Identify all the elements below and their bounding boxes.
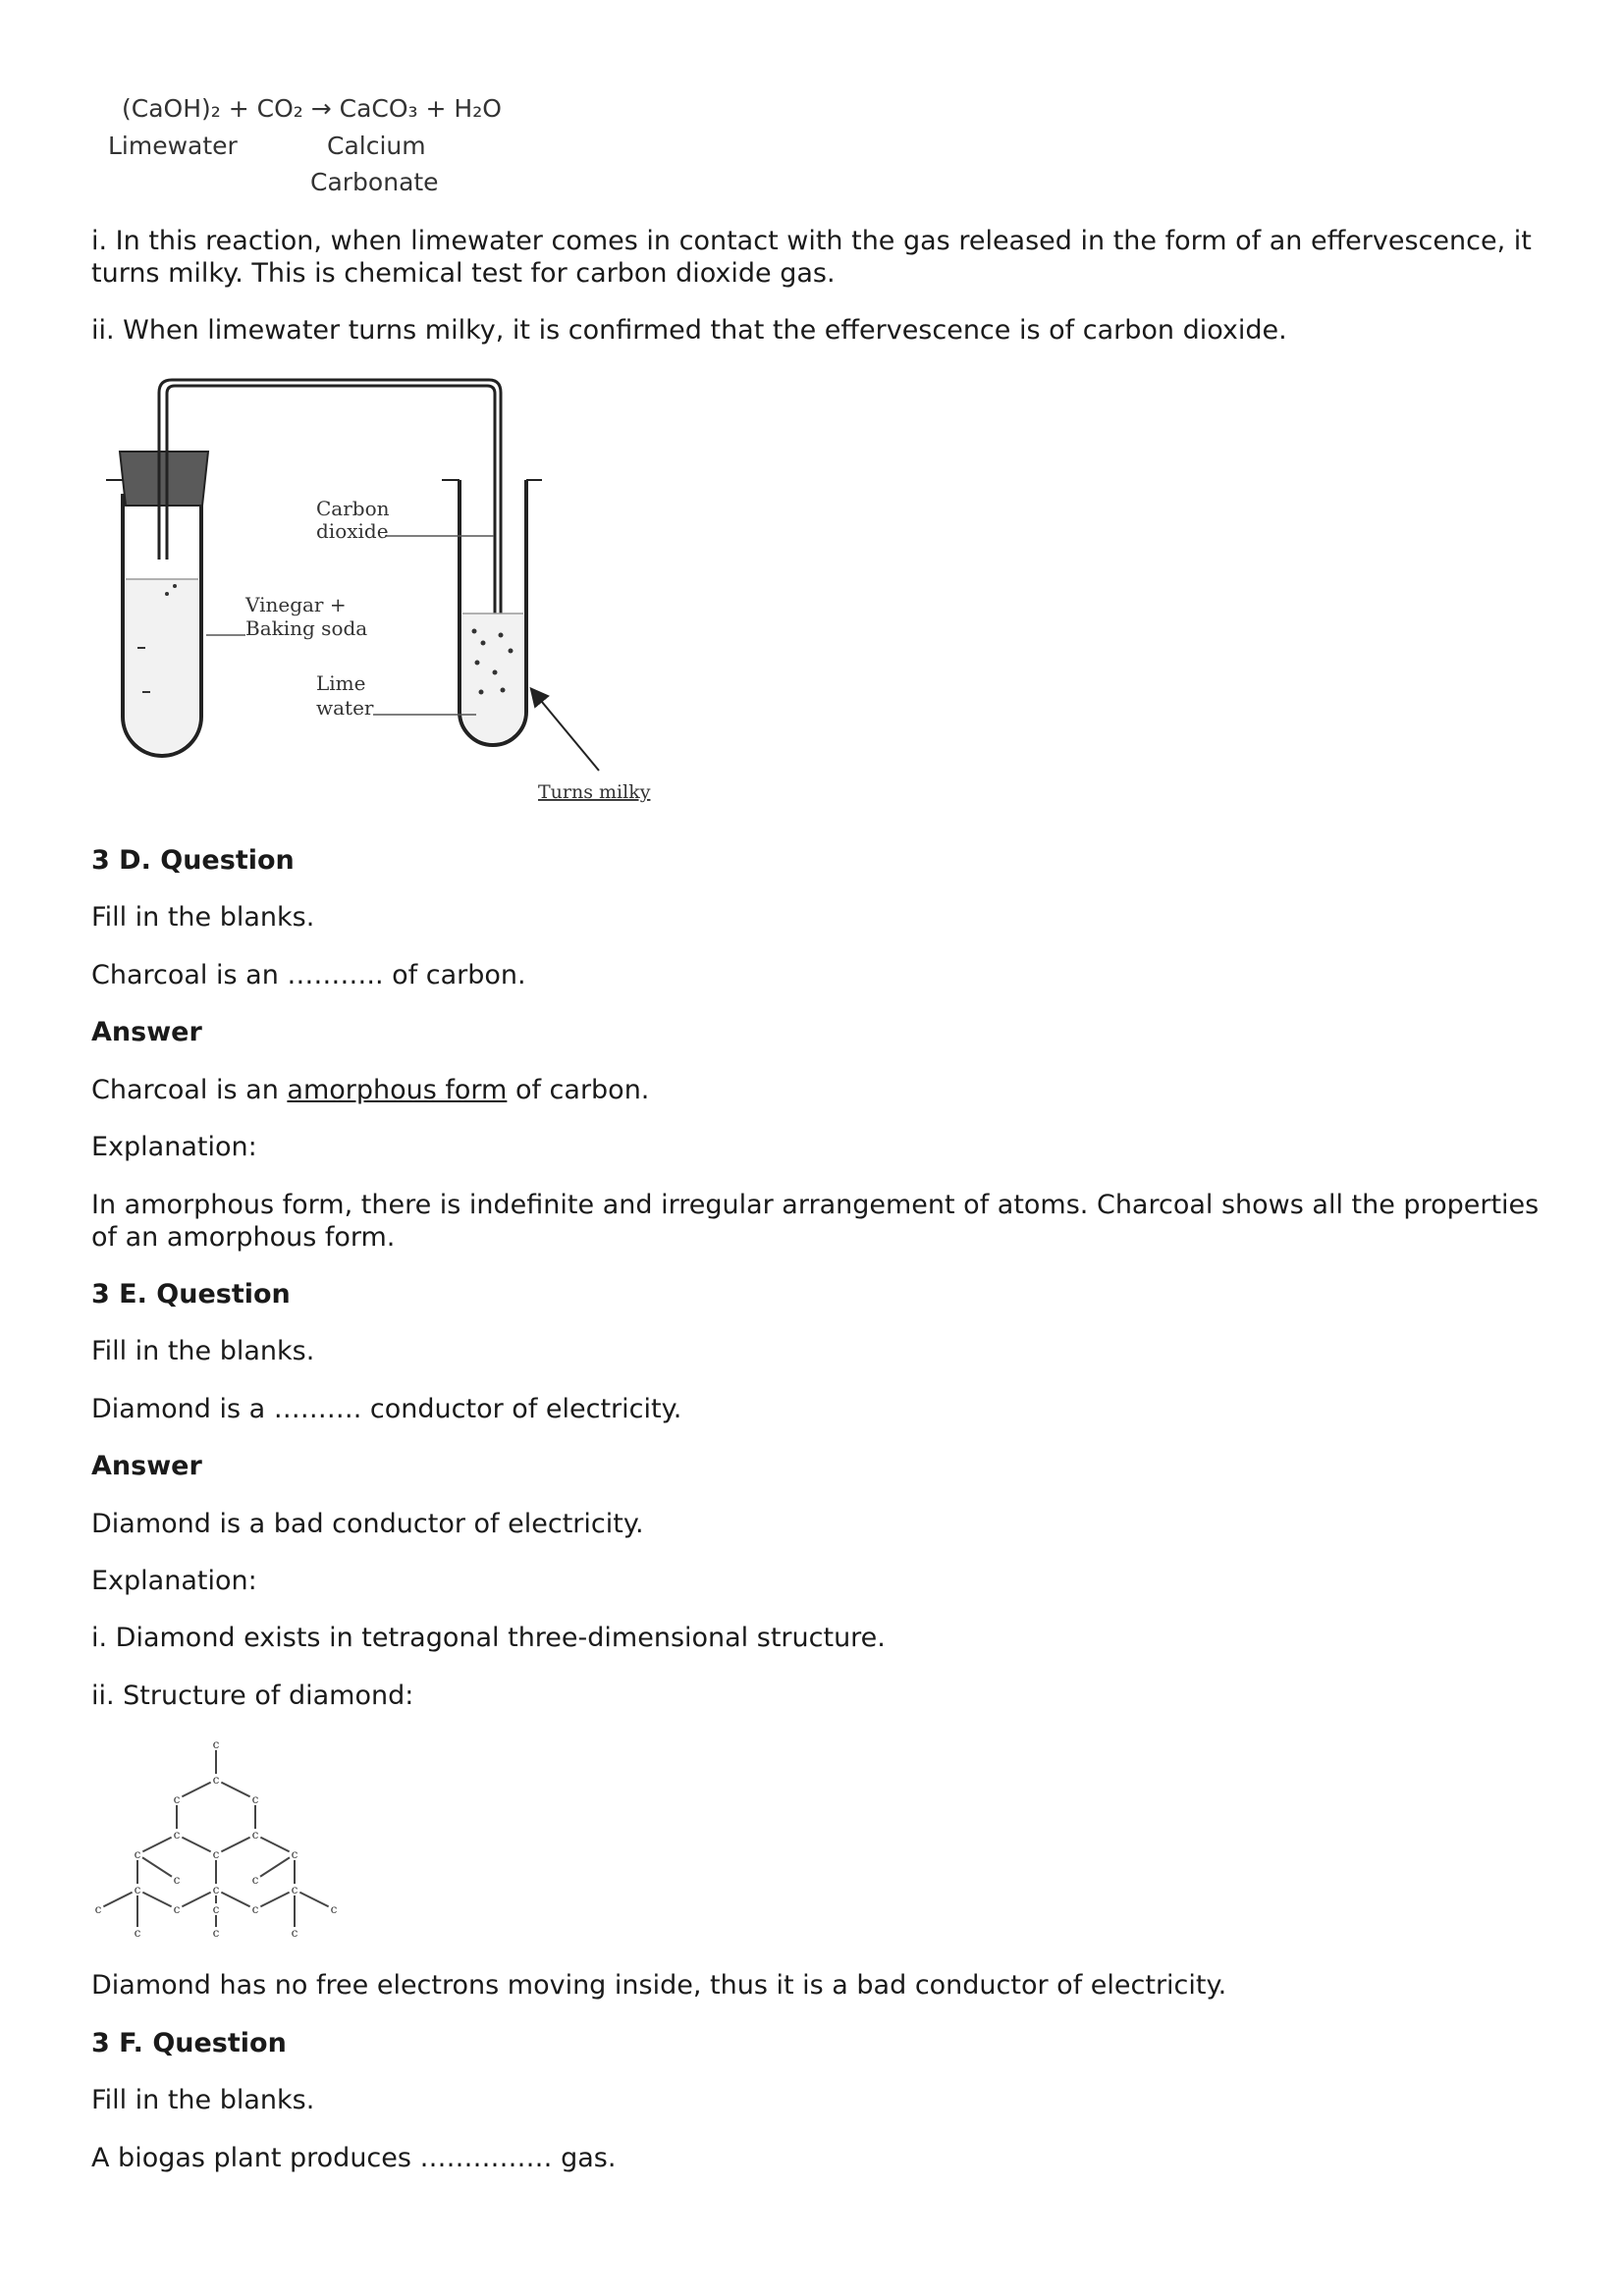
diamond-bond bbox=[177, 1890, 216, 1909]
q3d-heading: 3 D. Question bbox=[91, 845, 295, 876]
diamond-atom-label: c bbox=[212, 1883, 220, 1896]
q3f-question: A biogas plant produces …………… gas. bbox=[91, 2143, 617, 2173]
diamond-atom-label: c bbox=[134, 1926, 141, 1939]
diamond-atom-label: c bbox=[291, 1847, 298, 1861]
label-dioxide: dioxide bbox=[316, 519, 389, 543]
label-carbon: Carbon bbox=[316, 497, 390, 520]
q3e-question: Diamond is a ………. conductor of electricity. bbox=[91, 1394, 682, 1424]
diamond-atom-label: c bbox=[251, 1873, 259, 1887]
diamond-bond bbox=[295, 1890, 334, 1909]
diamond-atom-label: c bbox=[173, 1792, 181, 1806]
diamond-structure-diagram bbox=[86, 1733, 352, 1939]
diamond-atom-label: c bbox=[94, 1902, 102, 1916]
diamond-bond bbox=[137, 1890, 177, 1909]
cork-stopper bbox=[120, 452, 208, 506]
q3d-question: Charcoal is an ……….. of carbon. bbox=[91, 960, 526, 990]
label-water: water bbox=[316, 696, 374, 720]
diamond-atom-label: c bbox=[291, 1883, 298, 1896]
q3e-point-i: i. Diamond exists in tetragonal three-dimensional structure. bbox=[91, 1623, 886, 1653]
q3d-explanation: In amorphous form, there is indefinite and irregular arrangement of atoms. Charcoal shows all the properties of an amorphous form. bbox=[91, 1190, 1540, 1253]
diamond-atom-label: c bbox=[173, 1828, 181, 1842]
diamond-atom-label: c bbox=[251, 1792, 259, 1806]
q3f-instruction: Fill in the blanks. bbox=[91, 2085, 315, 2115]
label-turns-milky: Turns milky bbox=[538, 781, 651, 803]
label-vinegar: Vinegar + bbox=[245, 593, 347, 616]
limewater-test-diagram bbox=[98, 378, 668, 815]
diamond-bond bbox=[216, 1780, 255, 1799]
diamond-bond bbox=[255, 1890, 295, 1909]
diamond-bond bbox=[216, 1890, 255, 1909]
q3d-answer bbox=[91, 1074, 1544, 1106]
diamond-bond bbox=[255, 1835, 295, 1854]
diamond-atom-label: c bbox=[251, 1828, 259, 1842]
q3e-point-ii: ii. Structure of diamond: bbox=[91, 1681, 414, 1711]
diamond-bond bbox=[98, 1890, 137, 1909]
diamond-atom-label: c bbox=[251, 1902, 259, 1916]
label-lime: Lime bbox=[316, 671, 366, 695]
diamond-atom-label: c bbox=[291, 1926, 298, 1939]
q3e-instruction: Fill in the blanks. bbox=[91, 1336, 315, 1366]
q3d-answer-fill: amorphous form bbox=[287, 1075, 508, 1105]
diamond-atom-label: c bbox=[134, 1847, 141, 1861]
q3d-explanation-label: Explanation: bbox=[91, 1132, 257, 1162]
q3e-answer-heading: Answer bbox=[91, 1451, 202, 1481]
diamond-bond bbox=[216, 1835, 255, 1854]
paragraph-reaction-i: i. In this reaction, when limewater comes in contact with the gas released in the form of an effervescence, it turns milky. This is chemical test for carbon dioxide gas. bbox=[91, 226, 1532, 289]
q3e-heading: 3 E. Question bbox=[91, 1279, 291, 1309]
diamond-bond bbox=[137, 1854, 177, 1880]
diamond-atom-label: c bbox=[212, 1902, 220, 1916]
diamond-bond bbox=[137, 1835, 177, 1854]
diamond-bond bbox=[255, 1854, 295, 1880]
diamond-atom-label: c bbox=[173, 1902, 181, 1916]
diamond-bond bbox=[177, 1835, 216, 1854]
q3d-answer-post: of carbon. bbox=[507, 1075, 650, 1105]
q3f-heading: 3 F. Question bbox=[91, 2028, 287, 2058]
q3e-answer: Diamond is a bad conductor of electricity. bbox=[91, 1509, 644, 1539]
paragraph-reaction-ii: ii. When limewater turns milky, it is confirmed that the effervescence is of carbon dioxide. bbox=[91, 315, 1287, 346]
diamond-atom-label: c bbox=[330, 1902, 338, 1916]
diamond-atom-label: c bbox=[173, 1873, 181, 1887]
q3e-explanation-label: Explanation: bbox=[91, 1566, 257, 1596]
label-baking-soda: Baking soda bbox=[245, 616, 368, 640]
equation-label-carbonate: Carbonate bbox=[310, 168, 439, 196]
q3d-answer-pre: Charcoal is an bbox=[91, 1075, 288, 1105]
chemical-equation: (CaOH)₂ + CO₂ → CaCO₃ + H₂O bbox=[122, 94, 502, 123]
q3e-conclusion: Diamond has no free electrons moving inside, thus it is a bad conductor of electricity. bbox=[91, 1970, 1227, 2001]
equation-label-limewater: Limewater bbox=[108, 132, 238, 160]
equation-label-calcium: Calcium bbox=[327, 132, 426, 160]
diamond-bond bbox=[177, 1780, 216, 1799]
q3d-answer-heading: Answer bbox=[91, 1017, 202, 1047]
q3d-instruction: Fill in the blanks. bbox=[91, 902, 315, 933]
diamond-atom-label: c bbox=[212, 1737, 220, 1751]
diamond-atom-label: c bbox=[212, 1926, 220, 1939]
diamond-atom-label: c bbox=[212, 1773, 220, 1787]
diamond-atom-label: c bbox=[212, 1847, 220, 1861]
diamond-atom-label: c bbox=[134, 1883, 141, 1896]
